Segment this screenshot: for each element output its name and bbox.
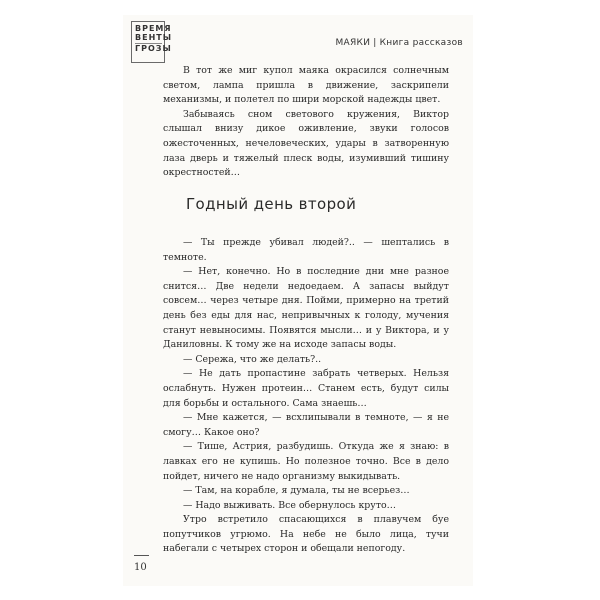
book-title: МАЯКИ <box>335 38 371 48</box>
paragraph: — Мне кажется, — всхлипывали в темноте, — я не смогу… Какое оно? <box>163 412 449 438</box>
chapter-title: Годный день второй <box>186 195 357 213</box>
paragraph: — Надо выживать. Все обернулось круто… <box>183 499 397 511</box>
header-separator: | <box>373 38 377 48</box>
paragraph: — Тише, Астрия, разбудишь. Откуда же я знаю: в лавках его не купишь. Но полезное точно. Все в дело пойдет, ничего не надо организму выкидывать. <box>163 441 449 482</box>
paragraph: — Ты прежде убивал людей?.. — шептались в темноте. <box>163 237 449 263</box>
paragraph: — Сережа, что же делать?.. <box>183 353 322 365</box>
logo-line-3: ГРОЗЫ <box>135 44 172 53</box>
logo-line-1: ВРЕМЯ <box>135 24 172 33</box>
book-subtitle: Книга рассказов <box>379 38 463 48</box>
folio-rule <box>134 555 149 556</box>
text-block-chapter <box>163 236 449 557</box>
paragraph: — Не дать пропастине забрать четверых. Нельзя ослабнуть. Нужен протеин… Станем есть, будут силы для борьбы и остального. Сама знаешь… <box>163 368 449 409</box>
publisher-logo <box>131 21 173 63</box>
page-number: 10 <box>134 562 147 573</box>
paragraph: Забываясь сном светового кружения, Виктор слышал внизу дикое оживление, звуки голосов ожесточенных, нечеловеческих, удары в затворенную лаза дверь и тяжелый плеск воды, изумивший тишину окрестностей… <box>163 108 449 179</box>
paragraph: — Нет, конечно. Но в последние дни мне разное снится… Две недели недоедаем. А запасы выйдут совсем… через четыре дня. Пойми, примерно на третий день без еды для нас, непривычных к голоду, мучения станут невыносимы. Появятся мысли… и у Виктора, и у Даниловны. К тому же на исходе запасы воды. <box>163 266 449 351</box>
paragraph: Утро встретило спасающихся в плавучем буе попутчиков угрюмо. На небе не было лица, тучи набегали с четырех сторон и обещали непогоду. <box>163 514 449 555</box>
paragraph: В тот же миг купол маяка окрасился солнечным светом, лампа пришла в движение, заскрипели механизмы, и полетел по шири морской надежды цвет. <box>163 65 449 106</box>
logo-line-2: ВЕНТЫ <box>135 33 173 42</box>
book-page <box>123 15 473 586</box>
paragraph: — Там, на корабле, я думала, ты не всерьез… <box>183 485 410 497</box>
running-head <box>335 38 463 48</box>
text-block-top <box>163 64 449 181</box>
